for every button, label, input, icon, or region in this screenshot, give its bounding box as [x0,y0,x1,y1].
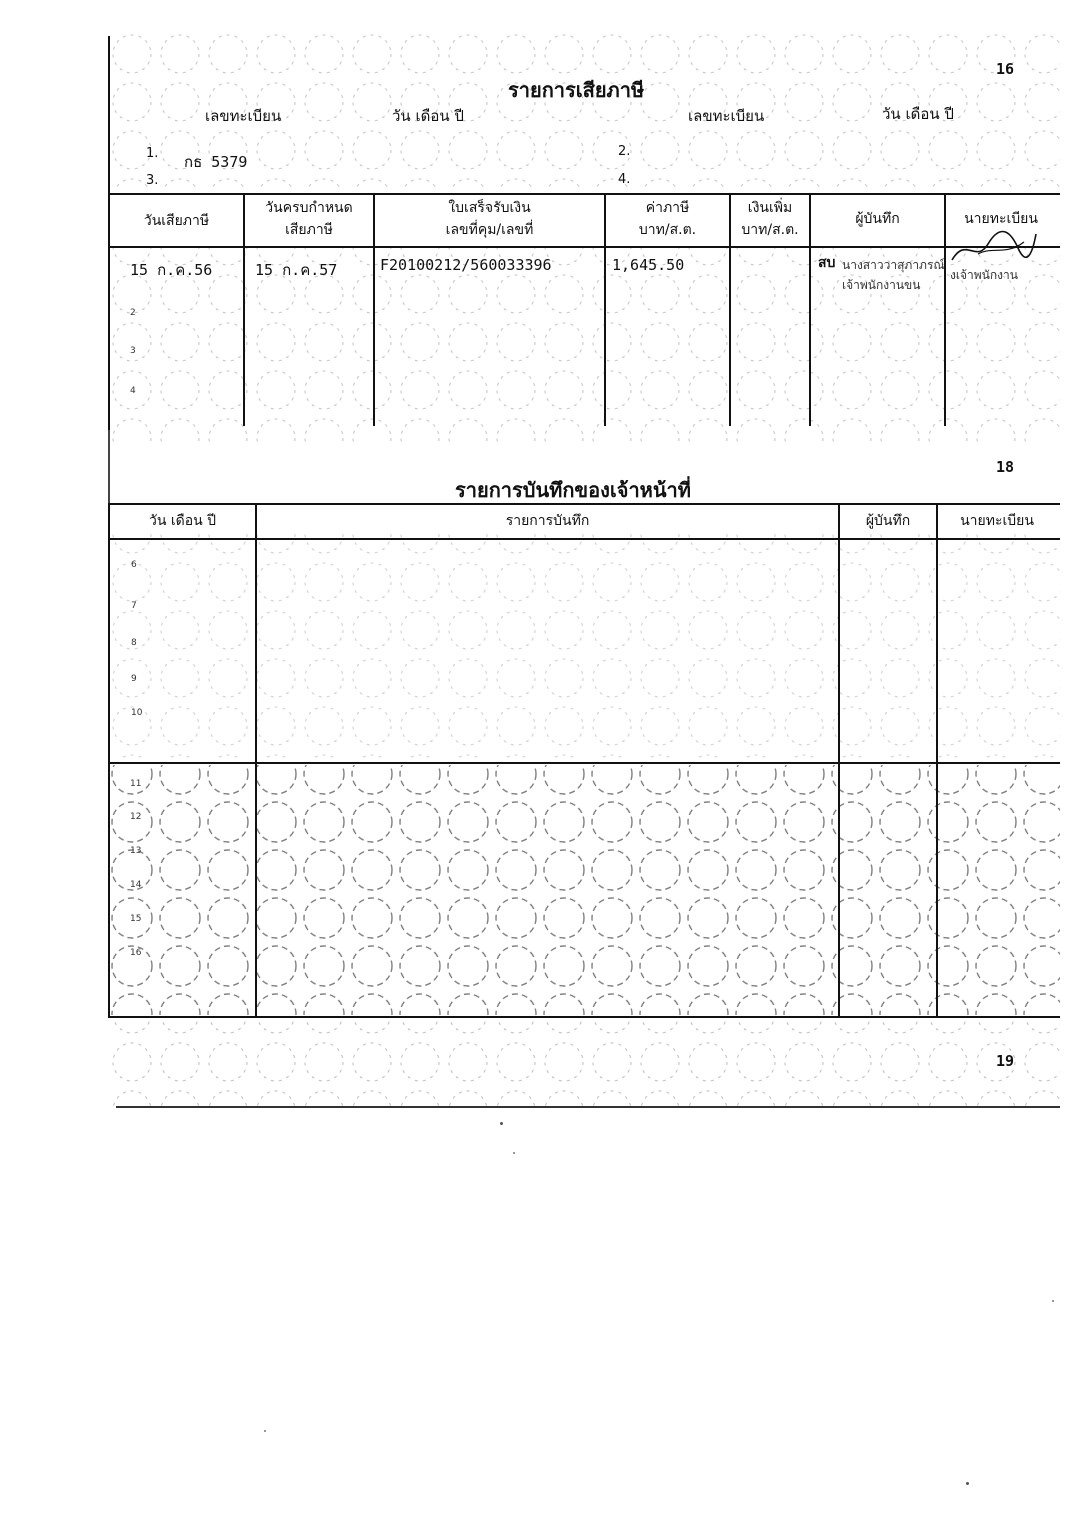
row-recorder-note-2: เจ้าพนักงานขน [842,278,921,292]
entry-value-1: กธ 5379 [184,153,248,171]
table2-lower-row-number: 13 [130,846,142,856]
row-due-date: 15 ก.ค.57 [255,261,338,279]
table1-header-paid-date [110,210,243,232]
table2-col-divider [936,504,938,1017]
table1-header-surcharge [731,197,809,241]
table1-header-paid-date-text: วันเสียภาษี [143,213,210,229]
entry-number-4: 4. [618,172,631,187]
section1-title: รายการเสียภาษี [508,78,645,102]
table1-header-due-date [245,197,373,241]
date-label-2: วัน เดือน ปี [882,105,954,123]
row-recorder: สบ [818,255,836,271]
row-index: 4 [130,386,136,396]
table1-header-receipt [375,197,604,241]
section2-page-number: 18 [996,458,1015,476]
table2-col-divider [255,504,257,1017]
table2-row-number: 7 [131,601,137,611]
reg-no-label-2: เลขทะเบียน [688,107,765,125]
table2-row-number: 6 [131,560,137,570]
section2-left-border [108,430,110,510]
table1-header-recorder [811,208,944,230]
date-label-1: วัน เดือน ปี [392,107,464,125]
table2-header-date [110,510,255,532]
scan-speck [1052,1300,1054,1302]
table2-header-registrar [938,510,1056,532]
table2-header-recorder-text: ผู้บันทึก [865,513,911,529]
entry-number-2: 2. [618,144,631,159]
security-pattern-background [108,30,1060,1110]
table1-header-receipt-text: ใบเสร็จรับเงิน เลขที่คุม/เลขที่ [445,200,534,238]
scan-speck [966,1482,969,1485]
scan-speck [513,1152,515,1154]
section1-page-number: 16 [996,60,1015,78]
table2-top-border [108,503,1060,505]
page-bottom-border [116,1106,1060,1108]
table2-lower-row-number: 15 [130,914,142,924]
table2-lower-row-number: 14 [130,880,142,890]
entry-number-1: 1. [146,146,159,161]
table1-header-registrar-text: นายทะเบียน [964,211,1038,227]
table2-col-divider [838,504,840,1017]
row-index: 3 [130,346,136,356]
row-registrar-note: งเจ้าพนักงาน [950,268,1018,282]
row-index: 2 [130,308,136,318]
table2-header-registrar-text: นายทะเบียน [960,513,1034,529]
table1-top-border [108,193,1060,195]
table2-header-recorder [840,510,936,532]
table2-col-divider [108,504,110,1017]
table1-header-due-date-text: วันครบกำหนด เสียภาษี [265,200,353,238]
table2-lower-row-number: 11 [130,779,142,789]
entry-number-3: 3. [146,173,159,188]
registrar-signature [948,226,1040,270]
table1-header-tax-text: ค่าภาษี บาท/ส.ต. [638,200,697,238]
table2-row-number: 9 [131,674,137,684]
table2-header-border [108,538,1060,540]
table2-row-number: 8 [131,638,137,648]
table2-lower-top-border [108,762,1060,764]
section3-page-number: 19 [996,1052,1015,1070]
table2-bottom-border [108,1016,1060,1018]
section2-title: รายการบันทึกของเจ้าหน้าที่ [455,478,691,502]
table2-lower-row-number: 16 [130,948,142,958]
table1-header-recorder-text: ผู้บันทึก [855,211,900,227]
table2-header-entry [257,510,838,532]
table1-header-border [108,246,1060,248]
table2-header-entry-text: รายการบันทึก [505,513,590,529]
table2-header-date-text: วัน เดือน ปี [148,513,217,529]
table2-row-number: 10 [131,708,143,718]
table1-header-tax [606,197,729,241]
table2-lower-row-number: 12 [130,812,142,822]
scan-speck [264,1430,266,1432]
row-paid-date: 15 ก.ค.56 [130,261,213,279]
table1-header-surcharge-text: เงินเพิ่ม บาท/ส.ต. [741,200,799,238]
row-receipt: F20100212/560033396 [380,256,552,274]
scan-speck [500,1122,503,1125]
reg-no-label-1: เลขทะเบียน [205,107,282,125]
row-tax: 1,645.50 [612,256,685,274]
row-recorder-note-1: นางสาววาสุภาภรณ์ [842,258,945,272]
